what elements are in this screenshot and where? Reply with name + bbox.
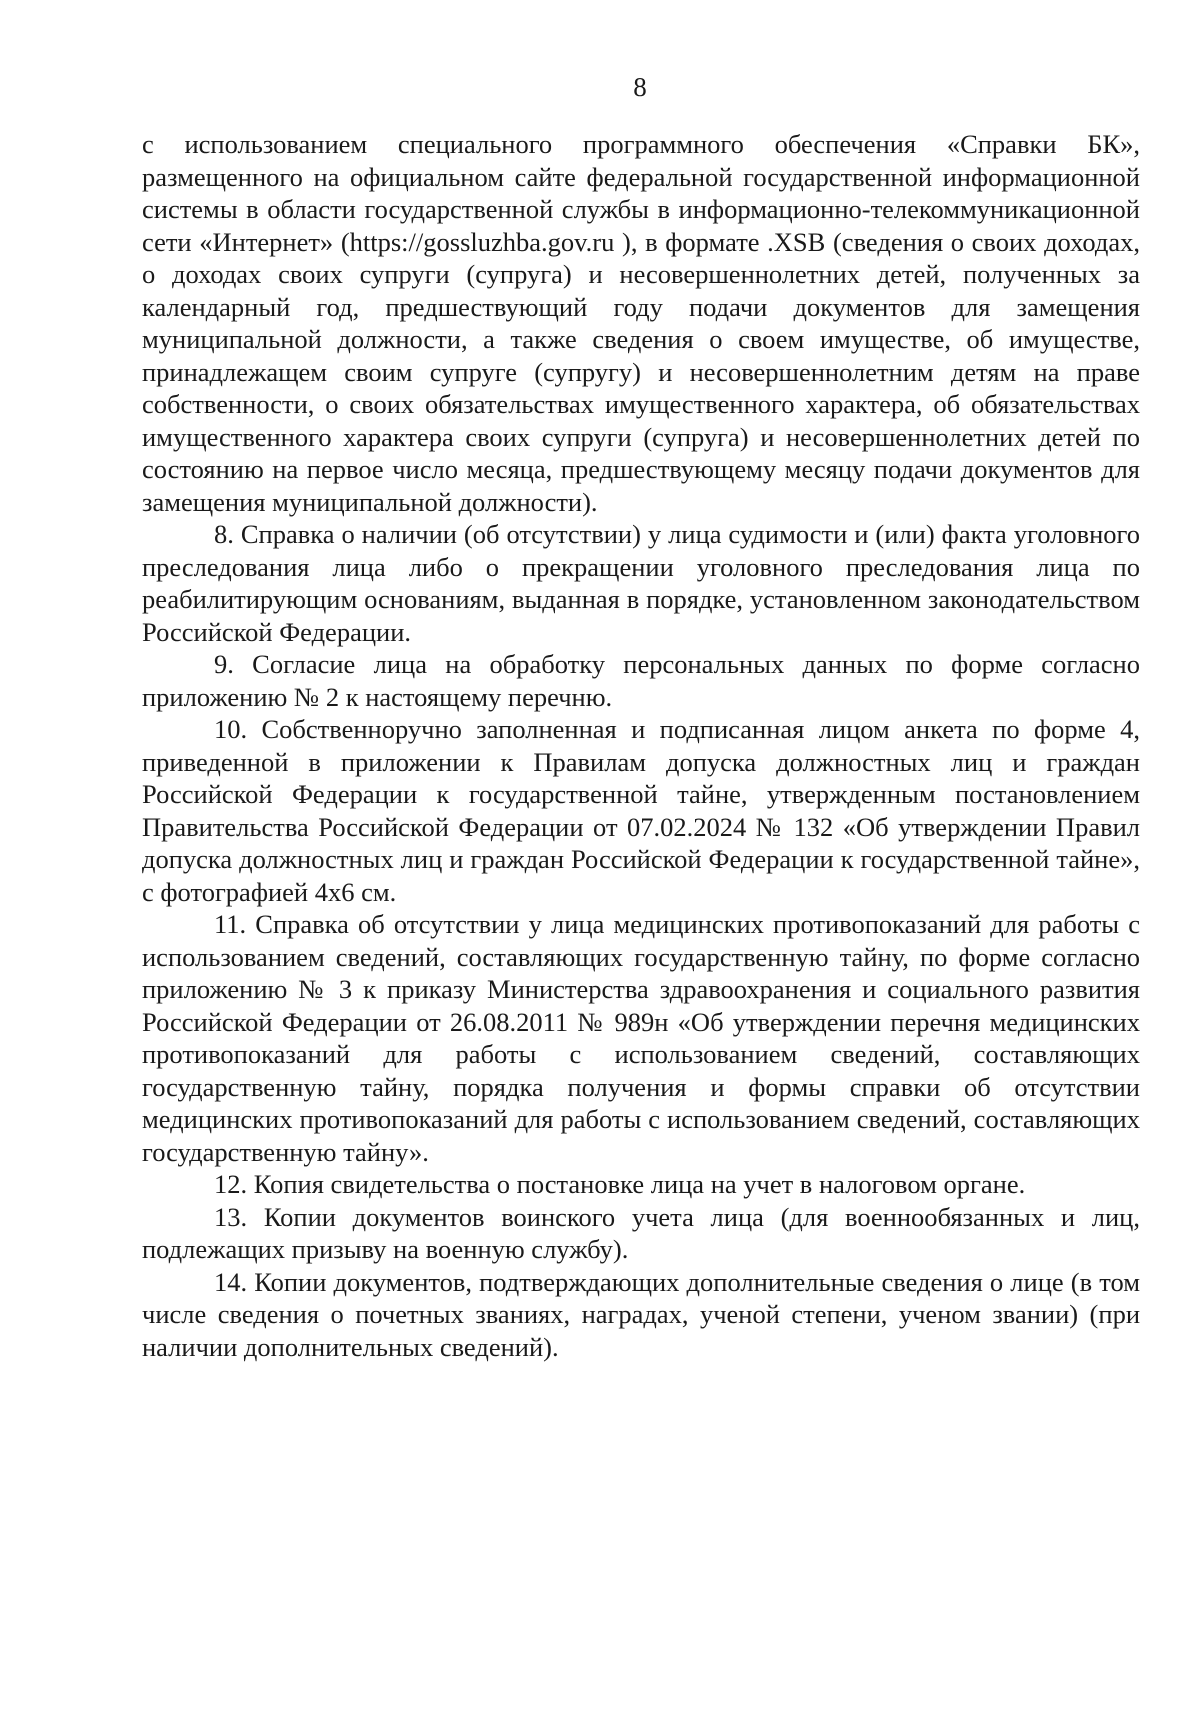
page-number: 8 xyxy=(633,72,647,102)
paragraph-item-12: 12. Копия свидетельства о постановке лица на учет в налоговом органе. xyxy=(214,1169,1026,1199)
document-body xyxy=(142,128,1140,1363)
paragraph-item-11: 11. Справка об отсутствии у лица медицинских противопоказаний для работы с использованием сведений, составляющих государственную тайну, по форме согласно приложению № 3 к приказу Министерства здравоохранения и социального развития Российской Федерации от 26.08.2011 № 989н «Об утверждении перечня медицинских противопоказаний для работы с использованием сведений, составляющих государственную тайну, порядка получения и формы справки об отсутствии медицинских противопоказаний для работы с использованием сведений, составляющих государственную тайну». xyxy=(142,909,1140,1167)
paragraph-item-9: 9. Согласие лица на обработку персональных данных по форме согласно приложению № 2 к настоящему перечню. xyxy=(142,649,1140,712)
paragraph-item-8: 8. Справка о наличии (об отсутствии) у лица судимости и (или) факта уголовного преследования лица либо о прекращении уголовного преследования лица по реабилитирующим основаниям, выданная в порядке, установленном законодательством Российской Федерации. xyxy=(142,519,1140,647)
paragraph-item-10: 10. Собственноручно заполненная и подписанная лицом анкета по форме 4, приведенной в приложении к Правилам допуска должностных лиц и граждан Российской Федерации к государственной тайне, утвержденным постановлением Правительства Российской Федерации от 07.02.2024 № 132 «Об утверждении Правил допуска должностных лиц и граждан Российской Федерации к государственной тайне», с фотографией 4х6 см. xyxy=(142,714,1140,907)
paragraph-continuation: с использованием специального программного обеспечения «Справки БК», размещенного на официальном сайте федеральной государственной информационной системы в области государственной службы в информационно-телекоммуникационной сети «Интернет» (https://gossluzhba.gov.ru ), в формате .XSB (сведения о своих доходах, о доходах своих супруги (супруга) и несовершеннолетних детей, полученных за календарный год, предшествующий году подачи документов для замещения муниципальной должности, а также сведения о своем имуществе, об имуществе, принадлежащем своим супруге (супругу) и несовершеннолетним детям на праве собственности, о своих обязательствах имущественного характера, об обязательствах имущественного характера своих супруги (супруга) и несовершеннолетних детей по состоянию на первое число месяца, предшествующему месяцу подачи документов для замещения муниципальной должности). xyxy=(142,129,1140,517)
paragraph-item-14: 14. Копии документов, подтверждающих дополнительные сведения о лице (в том числе сведения о почетных званиях, наградах, ученой степени, ученом звании) (при наличии дополнительных сведений). xyxy=(142,1266,1140,1362)
paragraph-item-13: 13. Копии документов воинского учета лица (для военнообязанных и лиц, подлежащих призыву на военную службу). xyxy=(142,1201,1140,1264)
